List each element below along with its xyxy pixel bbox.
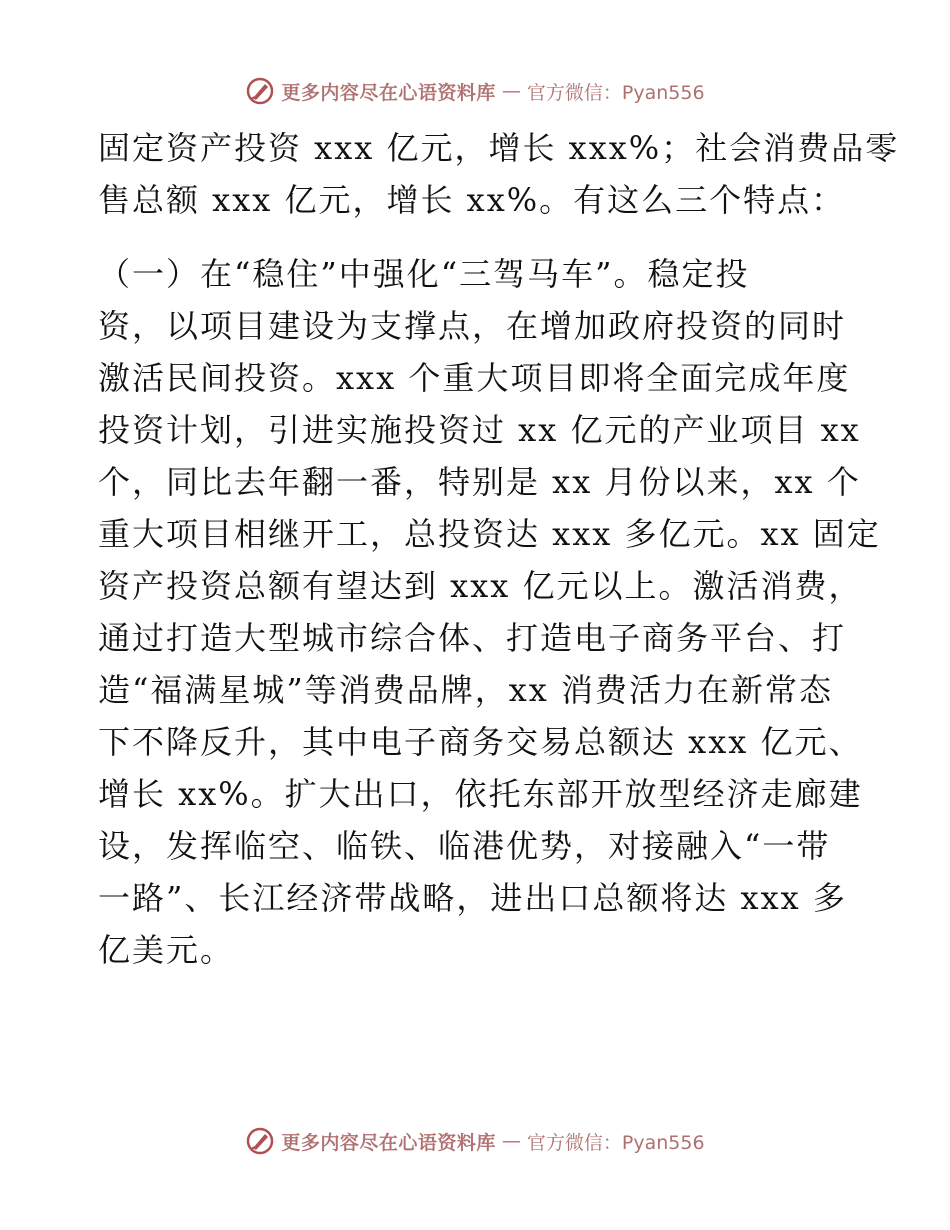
- body-line: 下不降反升，其中电子商务交易总额达 xxx 亿元、: [98, 723, 863, 761]
- watermark-separator: —: [501, 1130, 521, 1152]
- watermark-separator: —: [501, 80, 521, 102]
- body-line: 资产投资总额有望达到 xxx 亿元以上。激活消费，: [98, 567, 863, 605]
- body-line: 资，以项目建设为支撑点，在增加政府投资的同时: [98, 307, 847, 345]
- body-line: 设，发挥临空、临铁、临港优势，对接融入“一带: [98, 827, 831, 865]
- body-line: 造“福满星城”等消费品牌，xx 消费活力在新常态: [98, 671, 833, 709]
- body-line: 激活民间投资。xxx 个重大项目即将全面完成年度: [98, 359, 851, 397]
- watermark-text: 更多内容尽在心语资料库: [281, 81, 496, 104]
- body-line: 固定资产投资 xxx 亿元，增长 xxx%；社会消费品零: [98, 129, 900, 167]
- body-line: 重大项目相继开工，总投资达 xxx 多亿元。xx 固定: [98, 515, 881, 553]
- body-line: 售总额 xxx 亿元，增长 xx%。有这么三个特点：: [98, 181, 846, 219]
- footer-watermark: [0, 1121, 950, 1161]
- quill-pen-logo-icon: [245, 76, 275, 106]
- body-line: 通过打造大型城市综合体、打造电子商务平台、打: [98, 619, 847, 657]
- body-line: 亿美元。: [98, 931, 235, 969]
- body-line: 个，同比去年翻一番，特别是 xx 月份以来，xx 个: [98, 463, 861, 501]
- body-line: 投资计划，引进实施投资过 xx 亿元的产业项目 xx: [98, 411, 861, 449]
- body-line: （一）在“稳住”中强化“三驾马车”。稳定投: [98, 255, 750, 293]
- quill-pen-logo-icon: [245, 1126, 275, 1156]
- body-line: 一路”、长江经济带战略，进出口总额将达 xxx 多: [98, 879, 847, 917]
- body-line: 增长 xx%。扩大出口，依托东部开放型经济走廊建: [98, 775, 863, 813]
- document-body: [98, 122, 900, 976]
- watermark-contact: 官方微信：Pyan556: [526, 81, 705, 104]
- watermark-text: 更多内容尽在心语资料库: [281, 1131, 496, 1154]
- watermark-contact: 官方微信：Pyan556: [526, 1131, 705, 1154]
- header-watermark: [0, 71, 950, 111]
